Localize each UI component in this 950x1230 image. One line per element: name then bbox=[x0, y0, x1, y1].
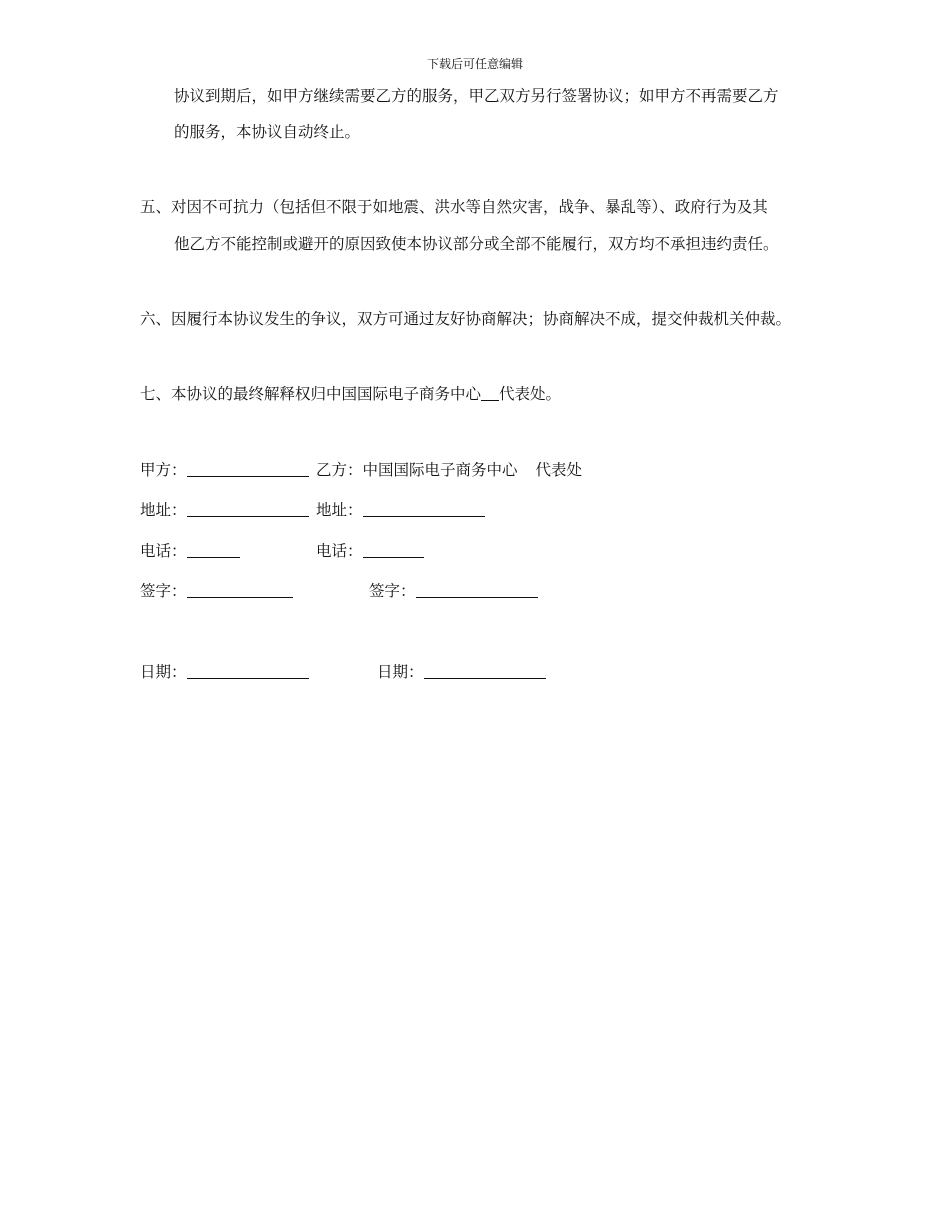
sign-b-blank[interactable] bbox=[416, 583, 538, 598]
party-b-value: 中国国际电子商务中心 bbox=[362, 461, 518, 479]
party-a-field bbox=[140, 460, 309, 480]
party-row bbox=[0, 460, 950, 482]
date-a-field bbox=[140, 662, 309, 682]
sign-b-field bbox=[369, 581, 538, 601]
date-a-label: 日期： bbox=[140, 663, 187, 681]
party-b-suffix: 代表处 bbox=[535, 461, 583, 479]
address-a-blank[interactable] bbox=[187, 502, 309, 517]
sign-row bbox=[0, 581, 950, 603]
clause-four-line-2: 的服务，本协议自动终止。 bbox=[174, 123, 361, 141]
address-a-label: 地址： bbox=[140, 501, 187, 519]
phone-b-label: 电话： bbox=[316, 542, 363, 560]
clause-seven-suffix: 代表处。 bbox=[499, 385, 562, 403]
sign-b-label: 签字： bbox=[369, 582, 416, 600]
sign-a-label: 签字： bbox=[140, 582, 187, 600]
date-b-field bbox=[377, 662, 546, 682]
clause-six: 六、因履行本协议发生的争议，双方可通过友好协商解决；协商解决不成，提交仲裁机关仲裁。 bbox=[140, 310, 792, 328]
date-row bbox=[0, 662, 950, 684]
party-b-label: 乙方： bbox=[316, 461, 363, 479]
phone-b-field bbox=[316, 541, 424, 561]
party-a-blank[interactable] bbox=[187, 462, 309, 477]
phone-a-blank[interactable] bbox=[187, 543, 240, 558]
clause-five-line-2: 他乙方不能控制或避开的原因致使本协议部分或全部不能履行，双方均不承担违约责任。 bbox=[174, 235, 779, 253]
date-b-label: 日期： bbox=[377, 663, 424, 681]
phone-a-field bbox=[140, 541, 240, 561]
phone-row bbox=[0, 541, 950, 563]
clause-five-line-1: 五、对因不可抗力（包括但不限于如地震、洪水等自然灾害，战争、暴乱等）、政府行为及其 bbox=[140, 198, 768, 216]
phone-b-blank[interactable] bbox=[363, 543, 424, 558]
date-b-blank[interactable] bbox=[424, 664, 546, 679]
address-a-field bbox=[140, 500, 309, 520]
page-header: 下载后可任意编辑 bbox=[426, 57, 523, 71]
clause-seven bbox=[140, 384, 561, 404]
address-row bbox=[0, 500, 950, 522]
address-b-label: 地址： bbox=[316, 501, 363, 519]
sign-a-field bbox=[140, 581, 293, 601]
party-b-field bbox=[316, 460, 582, 480]
sign-a-blank[interactable] bbox=[187, 583, 293, 598]
phone-a-label: 电话： bbox=[140, 542, 187, 560]
date-a-blank[interactable] bbox=[187, 664, 309, 679]
address-b-field bbox=[316, 500, 485, 520]
address-b-blank[interactable] bbox=[363, 502, 485, 517]
clause-seven-prefix: 七、本协议的最终解释权归中国国际电子商务中心 bbox=[140, 385, 482, 403]
party-a-label: 甲方： bbox=[140, 461, 187, 479]
clause-four-line-1: 协议到期后，如甲方继续需要乙方的服务，甲乙双方另行签署协议；如甲方不再需要乙方 bbox=[174, 87, 779, 105]
clause-seven-blank bbox=[481, 386, 499, 401]
